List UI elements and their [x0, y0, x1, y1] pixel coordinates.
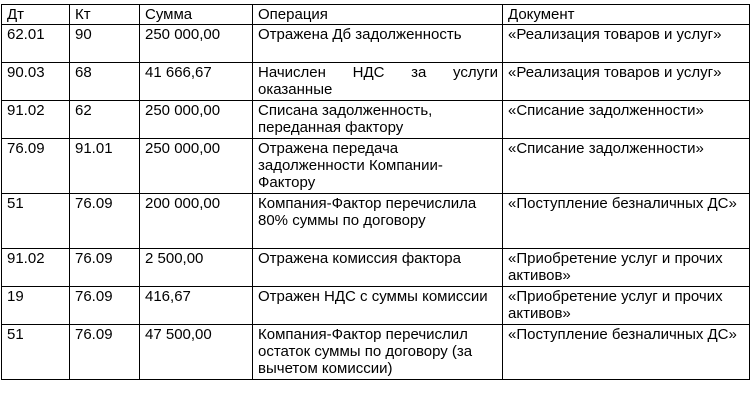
cell-credit: 91.01 — [70, 139, 140, 194]
cell-document: «Списание задолженности» — [503, 101, 750, 139]
cell-document: «Приобретение услуг и прочих активов» — [503, 287, 750, 325]
cell-credit: 76.09 — [70, 249, 140, 287]
table-row — [2, 194, 750, 249]
cell-operation: Списана задолженность, переданная фактору — [253, 101, 503, 139]
table-row — [2, 249, 750, 287]
cell-operation: Отражена Дб задолженность — [253, 25, 503, 63]
cell-operation: Отражен НДС с суммы комиссии — [253, 287, 503, 325]
cell-operation: Компания-Фактор перечислила 80% суммы по договору — [253, 194, 503, 249]
header-debit: Дт — [2, 5, 70, 25]
table-row — [2, 63, 750, 101]
header-document: Документ — [503, 5, 750, 25]
cell-debit: 51 — [2, 194, 70, 249]
cell-amount: 200 000,00 — [140, 194, 253, 249]
cell-debit: 90.03 — [2, 63, 70, 101]
cell-debit: 91.02 — [2, 249, 70, 287]
header-operation: Операция — [253, 5, 503, 25]
cell-credit: 76.09 — [70, 194, 140, 249]
header-row — [2, 5, 750, 25]
cell-credit: 90 — [70, 25, 140, 63]
cell-debit: 91.02 — [2, 101, 70, 139]
cell-operation: Начислен НДС за услуги оказанные — [253, 63, 503, 101]
cell-document: «Списание задолженности» — [503, 139, 750, 194]
table-row — [2, 287, 750, 325]
cell-document: «Реализация товаров и услуг» — [503, 25, 750, 63]
table-row — [2, 25, 750, 63]
cell-amount: 250 000,00 — [140, 139, 253, 194]
cell-amount: 47 500,00 — [140, 325, 253, 380]
cell-document: «Поступление безналичных ДС» — [503, 325, 750, 380]
cell-document: «Приобретение услуг и прочих активов» — [503, 249, 750, 287]
cell-credit: 62 — [70, 101, 140, 139]
cell-debit: 76.09 — [2, 139, 70, 194]
cell-operation: Отражена комиссия фактора — [253, 249, 503, 287]
cell-debit: 19 — [2, 287, 70, 325]
cell-amount: 250 000,00 — [140, 101, 253, 139]
cell-credit: 76.09 — [70, 287, 140, 325]
cell-amount: 2 500,00 — [140, 249, 253, 287]
cell-amount: 41 666,67 — [140, 63, 253, 101]
header-amount: Сумма — [140, 5, 253, 25]
cell-credit: 76.09 — [70, 325, 140, 380]
cell-amount: 416,67 — [140, 287, 253, 325]
cell-debit: 62.01 — [2, 25, 70, 63]
table-row — [2, 325, 750, 380]
table-row — [2, 139, 750, 194]
cell-amount: 250 000,00 — [140, 25, 253, 63]
cell-operation: Компания-Фактор перечислил остаток суммы по договору (за вычетом комиссии) — [253, 325, 503, 380]
header-credit: Кт — [70, 5, 140, 25]
cell-credit: 68 — [70, 63, 140, 101]
table-row — [2, 101, 750, 139]
ledger-table — [1, 4, 750, 380]
cell-operation: Отражена передача задолженности Компании-Фактору — [253, 139, 503, 194]
cell-debit: 51 — [2, 325, 70, 380]
cell-document: «Реализация товаров и услуг» — [503, 63, 750, 101]
cell-document: «Поступление безналичных ДС» — [503, 194, 750, 249]
